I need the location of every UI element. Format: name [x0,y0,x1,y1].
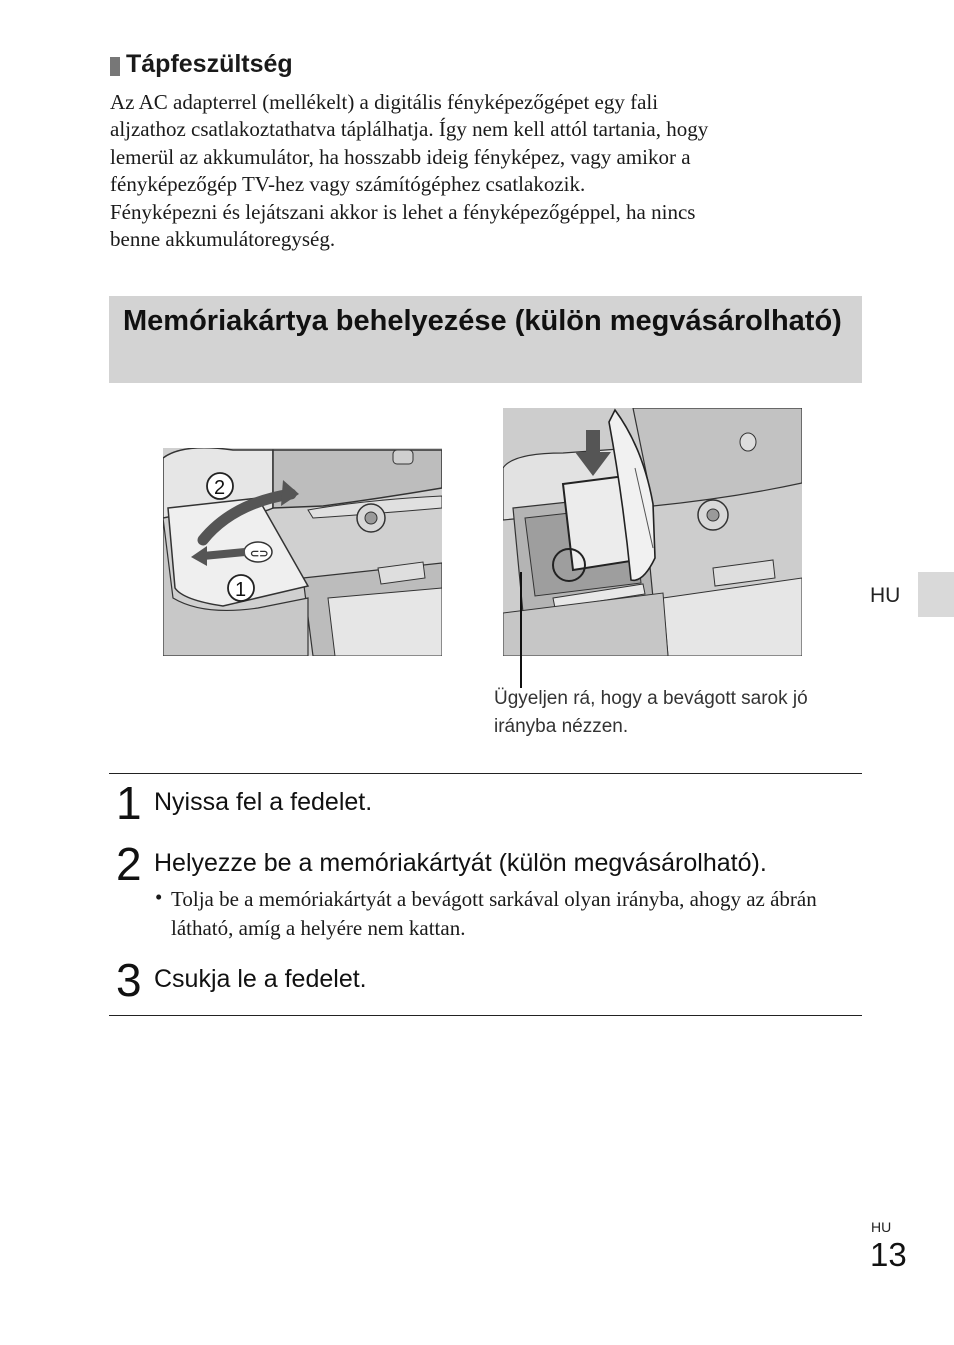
language-side-label: HU [870,584,901,607]
steps-top-rule [109,773,862,774]
section-title: Tápfeszültség [126,50,293,78]
intro-line: lemerül az akkumulátor, ha hosszabb ideig fényképez, vagy amikor a [110,144,691,169]
figure-caption: Ügyeljen rá, hogy a bevágott sarok jó irányba nézzen. [494,688,808,737]
intro-line: benne akkumulátoregység. [110,227,336,252]
section-banner [109,296,862,383]
step-text: Nyissa fel a fedelet. [154,788,373,816]
camera-insert-card-drawing [503,408,802,656]
camera-open-cover-drawing [163,448,442,656]
intro-line: Az AC adapterrel (mellékelt) a digitális fényképezőgépet egy fali [110,90,659,114]
step-text: Helyezze be a memóriakártyát (külön megvásárolható). [154,849,767,877]
step-number: 2 [116,838,142,890]
illustration-open-cover [163,448,442,656]
intro-line: Fényképezni és lejátszani akkor is lehet a fényképezőgéppel, ha nincs [110,199,696,224]
page-language-code: HU [871,1219,892,1235]
intro-paragraph [110,89,870,253]
section-marker [110,57,120,76]
step-2-bullet: Tolja be a memóriakártyát a bevágott sarkával olyan irányba, ahogy az ábrán látható, amíg a helyére nem kattan. [171,887,817,940]
svg-text:⊂⊃: ⊂⊃ [250,548,269,560]
step-number: 1 [116,777,142,829]
page-number: 13 [870,1236,907,1273]
marker-1: 1 [235,579,247,601]
illustration-insert-card [503,408,802,656]
step-text: Csukja le a fedelet. [154,965,367,993]
marker-2: 2 [214,477,226,499]
intro-line: aljzathoz csatlakoztathatva táplálhatja. Így nem kell attól tartania, hogy [110,117,709,142]
callout-leader-line [520,572,522,688]
bullet-dot: • [155,885,163,909]
intro-line: fényképezőgép TV-hez vagy számítógéphez csatlakozik. [110,172,586,197]
banner-title: Memóriakártya behelyezése (külön megvásárolható) [123,305,842,337]
step-number: 3 [116,954,142,1006]
language-side-tab [918,572,954,617]
steps-bottom-rule [109,1015,862,1016]
